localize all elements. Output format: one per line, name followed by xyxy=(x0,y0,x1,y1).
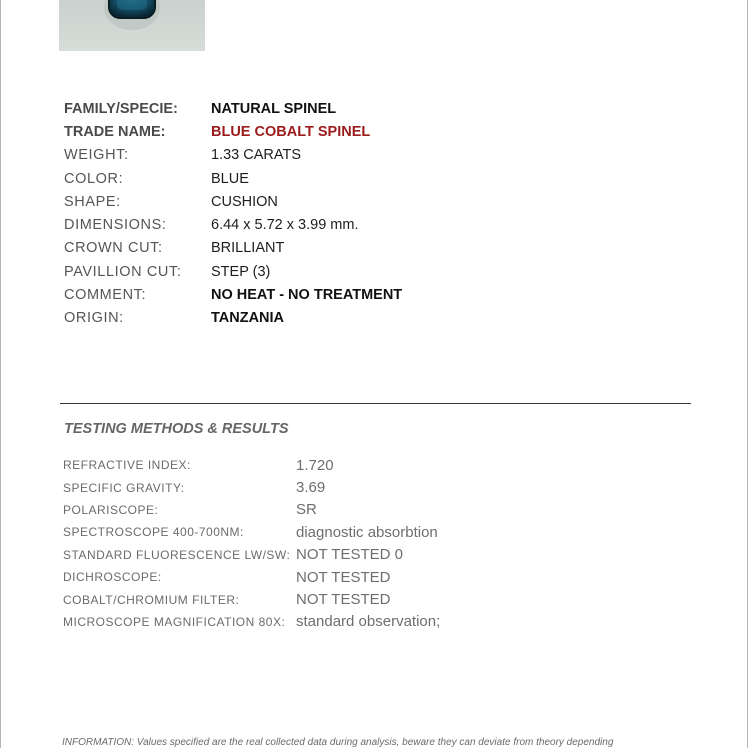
test-method-label: COBALT/CHROMIUM FILTER: xyxy=(63,592,240,607)
identification-label: CROWN CUT: xyxy=(64,240,163,257)
gemstone-image xyxy=(59,0,205,51)
test-method-label: POLARISCOPE: xyxy=(63,502,159,517)
test-method-label: MICROSCOPE MAGNIFICATION 80X: xyxy=(63,614,286,629)
identification-row xyxy=(64,167,584,190)
identification-row xyxy=(64,260,584,283)
identification-label: WEIGHT: xyxy=(64,147,129,164)
test-result-row xyxy=(63,544,583,566)
testing-section-title: TESTING METHODS & RESULTS xyxy=(64,421,289,437)
identification-label: PAVILLION CUT: xyxy=(64,263,182,280)
test-method-label: DICHROSCOPE: xyxy=(63,570,162,585)
test-result-value: NOT TESTED xyxy=(296,568,391,586)
identification-row xyxy=(64,120,584,143)
test-result-row xyxy=(63,476,583,498)
test-method-label: SPECTROSCOPE 400-700NM: xyxy=(63,525,244,540)
identification-value: BRILLIANT xyxy=(211,240,285,257)
identification-row xyxy=(64,237,584,260)
test-result-row xyxy=(63,588,583,610)
identification-label: DIMENSIONS: xyxy=(64,217,167,234)
identification-value: 6.44 x 5.72 x 3.99 mm. xyxy=(211,217,359,234)
test-result-value: 3.69 xyxy=(296,479,326,497)
identification-row xyxy=(64,283,584,306)
identification-row xyxy=(64,307,584,330)
section-divider xyxy=(60,403,691,404)
identification-row xyxy=(64,97,584,120)
identification-value: NATURAL SPINEL xyxy=(211,100,337,117)
identification-value: STEP (3) xyxy=(211,263,271,280)
test-result-value: diagnostic absorbtion xyxy=(296,523,438,541)
test-result-row xyxy=(63,521,583,543)
identification-value: 1.33 CARATS xyxy=(211,147,301,164)
test-result-value: 1.720 xyxy=(296,456,334,474)
identification-value: BLUE COBALT SPINEL xyxy=(211,123,371,140)
identification-value: BLUE xyxy=(211,170,249,187)
test-result-row xyxy=(63,611,583,633)
test-method-label: SPECIFIC GRAVITY: xyxy=(63,480,185,495)
gemstone-photo xyxy=(59,0,205,51)
test-result-value: NOT TESTED 0 xyxy=(296,546,403,564)
information-note: INFORMATION: Values specified are the real collected data during analysis, beware they can deviate from theory depending xyxy=(62,737,614,748)
identification-value: CUSHION xyxy=(211,193,278,210)
identification-label: ORIGIN: xyxy=(64,310,124,327)
identification-row xyxy=(64,144,584,167)
identification-table xyxy=(64,97,584,330)
identification-label: COMMENT: xyxy=(64,287,147,304)
identification-label: TRADE NAME: xyxy=(64,123,166,140)
identification-row xyxy=(64,190,584,213)
test-result-row xyxy=(63,499,583,521)
test-result-value: standard observation; xyxy=(296,613,441,631)
test-result-row xyxy=(63,566,583,588)
identification-label: COLOR: xyxy=(64,170,124,187)
test-result-value: NOT TESTED xyxy=(296,591,391,609)
test-method-label: STANDARD FLUORESCENCE LW/SW: xyxy=(63,547,291,562)
identification-label: SHAPE: xyxy=(64,193,121,210)
test-method-label: REFRACTIVE INDEX: xyxy=(63,458,191,473)
test-result-row xyxy=(63,454,583,476)
testing-results-table xyxy=(63,454,583,633)
identification-value: NO HEAT - NO TREATMENT xyxy=(211,287,403,304)
identification-value: TANZANIA xyxy=(211,310,285,327)
test-result-value: SR xyxy=(296,501,317,519)
identification-row xyxy=(64,213,584,236)
identification-label: FAMILY/SPECIE: xyxy=(64,100,178,117)
